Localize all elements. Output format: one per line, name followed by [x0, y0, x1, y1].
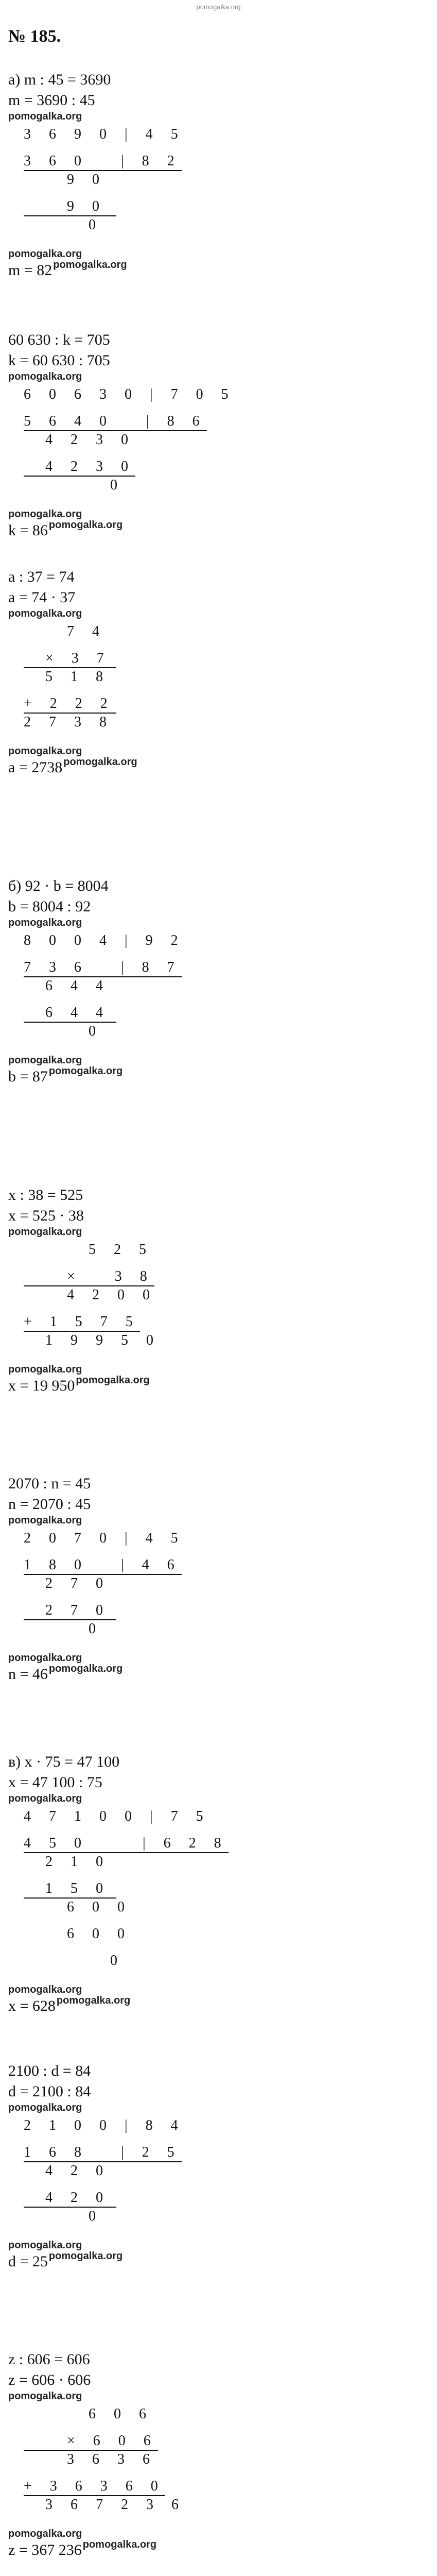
watermark: pomogalka.org — [8, 1652, 82, 1664]
exercise-block — [8, 567, 420, 779]
watermark: pomogalka.org — [48, 1065, 123, 1077]
computation-row: 7 3 6 | 8 7 — [24, 959, 182, 977]
computation-row: + 1 5 7 5 — [24, 1313, 140, 1332]
watermark: pomogalka.org — [48, 519, 123, 531]
watermark: pomogalka.org — [63, 756, 137, 768]
equation-line: m = 3690 : 45 — [8, 92, 95, 109]
computation-row: × 3 8 — [24, 1268, 154, 1286]
equation-line: x = 525 · 38 — [8, 1207, 84, 1224]
watermark: pomogalka.org — [8, 1055, 82, 1066]
answer-line: x = 19 950 $^{pomogalka.org}$ — [8, 1375, 150, 1394]
equation-line: 2070 : n = 45 — [8, 1475, 91, 1492]
computation-row: 2 7 3 8 — [24, 714, 114, 730]
equation-line: 2100 : d = 84 — [8, 2062, 91, 2079]
computation-row: 5 1 8 — [24, 669, 110, 685]
equation-line: z : 606 = 606 — [8, 2351, 90, 2368]
computation-row: × 3 7 — [24, 650, 116, 668]
computation-row: 4 2 0 — [24, 2189, 116, 2208]
watermark: pomogalka.org — [8, 2528, 82, 2539]
watermark: pomogalka.org — [8, 2240, 82, 2251]
column-computation — [24, 623, 420, 740]
equation-line: k = 60 630 : 705 — [8, 352, 110, 369]
computation-row: 2 7 0 — [24, 1575, 110, 1591]
column-computation — [24, 2405, 420, 2523]
watermark: pomogalka.org — [8, 1364, 82, 1375]
computation-row: 4 2 0 — [24, 2163, 110, 2179]
watermark: pomogalka.org — [8, 248, 82, 260]
equation-line: b = 8004 : 92 — [8, 898, 91, 915]
equation-line: а) m : 45 = 3690 — [8, 71, 111, 88]
equation-line: a = 74 · 37 — [8, 589, 76, 606]
watermark: pomogalka.org — [8, 608, 82, 619]
exercise-block — [8, 1752, 420, 2018]
equation-line: n = 2070 : 45 — [8, 1496, 91, 1513]
watermark: pomogalka.org — [8, 1984, 82, 1995]
computation-row: 5 2 5 — [24, 1242, 153, 1258]
computation-row: 0 — [24, 477, 125, 493]
computation-row: 2 1 0 — [24, 1854, 110, 1870]
computation-row: 4 2 3 0 — [24, 432, 135, 448]
computation-row: 6 4 4 — [24, 1004, 116, 1023]
watermark: pomogalka.org — [48, 2250, 123, 2262]
exercise-block — [8, 2349, 420, 2562]
watermark: pomogalka.org — [8, 111, 82, 122]
computation-row: 0 — [24, 1023, 103, 1039]
computation-row: 9 0 — [24, 172, 107, 188]
column-computation — [24, 1808, 420, 1979]
computation-row: 0 — [24, 1621, 103, 1637]
watermark: pomogalka.org — [8, 1793, 82, 1804]
computation-row: 5 6 4 0 | 8 6 — [24, 413, 207, 431]
computation-row: 2 7 0 — [24, 1602, 116, 1620]
computation-row: 3 6 9 0 | 4 5 — [24, 126, 185, 142]
computation-row: 7 4 — [24, 623, 107, 639]
column-computation — [24, 1241, 420, 1359]
computation-row: 1 6 8 | 2 5 — [24, 2144, 182, 2162]
watermark: pomogalka.org — [53, 259, 127, 270]
watermark: pomogalka.org — [8, 745, 82, 757]
computation-row: × 6 0 6 — [24, 2432, 158, 2451]
equation-line: d = 2100 : 84 — [8, 2083, 91, 2100]
column-computation — [24, 2117, 420, 2234]
computation-row: 4 7 1 0 0 | 7 5 — [24, 1808, 211, 1824]
watermark: pomogalka.org — [56, 1995, 131, 2006]
computation-row: 0 — [24, 2208, 103, 2224]
watermark: pomogalka.org — [82, 2539, 157, 2550]
page-title: № 185. — [8, 27, 61, 46]
computation-row: 3 6 3 6 — [24, 2451, 157, 2467]
exercise-block — [8, 1473, 420, 1686]
computation-row: 3 6 0 | 8 2 — [24, 152, 182, 171]
exercise-block — [8, 70, 420, 282]
answer-line: b = 87 $^{pomogalka.org}$ — [8, 1065, 123, 1085]
answer-line: a = 2738 $^{pomogalka.org}$ — [8, 756, 137, 776]
computation-row: 6 0 0 — [24, 1899, 132, 1915]
exercise-block — [8, 2061, 420, 2274]
column-computation — [24, 386, 420, 503]
answer-line: x = 628 $^{pomogalka.org}$ — [8, 1995, 131, 2014]
computation-row: 6 0 6 — [24, 2406, 153, 2422]
column-computation — [24, 126, 420, 243]
computation-row: 6 4 4 — [24, 978, 110, 994]
site-header[interactable]: pomogalka.org — [196, 3, 241, 11]
equation-line: x : 38 = 525 — [8, 1187, 83, 1204]
equation-line: в) x · 75 = 47 100 — [8, 1753, 120, 1770]
answer-line: n = 46 $^{pomogalka.org}$ — [8, 1663, 123, 1683]
computation-row: 3 6 7 2 3 6 — [24, 2497, 186, 2513]
exercise-block — [8, 876, 420, 1089]
watermark: pomogalka.org — [8, 2391, 82, 2402]
equation-line: x = 47 100 : 75 — [8, 1774, 102, 1791]
computation-row: 8 0 0 4 | 9 2 — [24, 933, 185, 948]
answer-line: m = 82 $^{pomogalka.org}$ — [8, 259, 127, 279]
computation-row: 4 2 3 0 — [24, 458, 135, 477]
answer-line: d = 25 $^{pomogalka.org}$ — [8, 2250, 123, 2270]
watermark: pomogalka.org — [8, 371, 82, 382]
exercise-block — [8, 330, 420, 543]
computation-row: 2 1 0 0 | 8 4 — [24, 2117, 185, 2133]
computation-row: 1 9 9 5 0 — [24, 1332, 161, 1348]
computation-row: 0 — [24, 1953, 125, 1969]
column-computation — [24, 1530, 420, 1647]
answer-line: z = 367 236 $^{pomogalka.org}$ — [8, 2539, 157, 2558]
answer-line: k = 86 $^{pomogalka.org}$ — [8, 519, 123, 539]
watermark: pomogalka.org — [8, 1515, 82, 1526]
computation-row: + 2 2 2 — [24, 695, 116, 714]
computation-row: 6 0 6 3 0 | 7 0 5 — [24, 386, 236, 402]
watermark: pomogalka.org — [48, 1663, 123, 1674]
computation-row: 2 0 7 0 | 4 5 — [24, 1530, 185, 1546]
computation-row: 1 8 0 | 4 6 — [24, 1556, 182, 1575]
equation-line: z = 606 · 606 — [8, 2371, 91, 2388]
column-computation — [24, 932, 420, 1049]
equation-line: a : 37 = 74 — [8, 568, 75, 585]
watermark: pomogalka.org — [8, 2102, 82, 2113]
watermark: pomogalka.org — [76, 1375, 150, 1386]
watermark: pomogalka.org — [8, 917, 82, 928]
computation-row: 0 — [24, 217, 103, 233]
computation-row: 6 0 0 — [24, 1926, 132, 1942]
exercise-block — [8, 1185, 420, 1398]
equation-line: б) 92 · b = 8004 — [8, 877, 109, 894]
computation-row: + 3 6 3 6 0 — [24, 2478, 165, 2496]
computation-row: 4 5 0 | 6 2 8 — [24, 1835, 229, 1853]
equation-line: 60 630 : k = 705 — [8, 331, 110, 348]
watermark: pomogalka.org — [8, 509, 82, 520]
computation-row: 9 0 — [24, 198, 116, 216]
computation-row: 4 2 0 0 — [24, 1287, 157, 1303]
watermark: pomogalka.org — [8, 1226, 82, 1238]
computation-row: 1 5 0 — [24, 1880, 116, 1899]
